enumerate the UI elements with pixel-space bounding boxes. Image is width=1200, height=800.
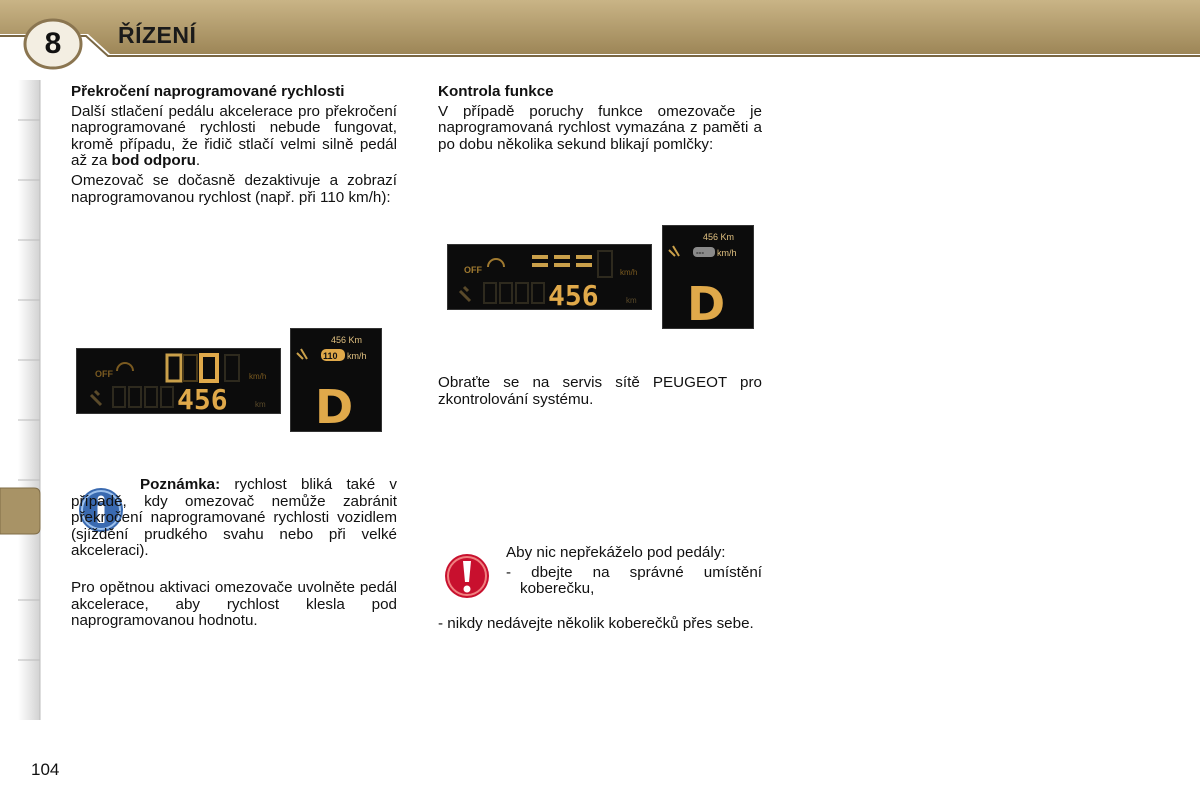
- blinking-dashes: [532, 255, 592, 267]
- bold-term: bod odporu: [111, 152, 196, 170]
- note-label: Poznámka:: [140, 476, 221, 493]
- warning-item-2: - nikdy nedávejte několik koberečků přes sebe.: [438, 615, 754, 632]
- odometer: 456 Km: [703, 232, 735, 242]
- limiter-icon: [669, 246, 679, 256]
- mini-display-left: [290, 328, 382, 432]
- mini-display-right: [662, 225, 754, 329]
- chapter-number: 8: [44, 27, 62, 60]
- svg-text:km/h: km/h: [717, 248, 737, 258]
- wrench-icon: [91, 391, 101, 405]
- warning-block-2: [438, 616, 762, 636]
- speedometer-icon: [488, 259, 504, 267]
- speed-digits: 456: [548, 279, 599, 309]
- chapter-header: [0, 0, 1200, 62]
- paragraph-reactivation: Pro opětnou aktivaci omezovače uvolněte pedál akcelerace, aby rychlost klesla pod naprogramovanou hodnotu.: [71, 579, 397, 630]
- active-chapter-tab[interactable]: [0, 488, 40, 534]
- gear-indicator: D: [687, 277, 726, 328]
- set-speed-digit-1: [167, 355, 181, 381]
- note-text-block: [71, 477, 397, 560]
- right-column: [438, 84, 762, 156]
- set-speed: ---: [696, 248, 704, 257]
- warning-intro: Aby nic nepřekáželo pod pedály:: [506, 544, 726, 561]
- paragraph-service: Obraťte se na servis sítě PEUGEOT pro zkontrolování systému.: [438, 374, 762, 408]
- warning-block: [506, 545, 762, 601]
- paragraph-deactivation: Omezovač se dočasně dezaktivuje a zobrazí naprogramovanou rychlost (např. při 110 km/h):: [71, 171, 397, 206]
- left-column: [71, 84, 397, 209]
- reactivation-block: [71, 580, 397, 633]
- speedometer-icon: [117, 363, 133, 371]
- speed-digits: 456: [177, 383, 228, 413]
- instrument-display-right: [447, 244, 652, 310]
- off-label: OFF: [464, 265, 482, 275]
- set-speed: 110: [323, 351, 338, 361]
- wrench-icon: [460, 287, 470, 301]
- chapter-tab-sidebar: [0, 80, 44, 720]
- kmh-unit: km/h: [249, 372, 267, 381]
- section-heading-function-check: Kontrola funkce: [438, 83, 554, 100]
- off-label: OFF: [95, 369, 113, 379]
- set-speed-digit-2: [201, 355, 217, 381]
- warning-item-1: - dbejte na správné umístění koberečku,: [506, 563, 762, 598]
- instrument-display-left: [76, 348, 281, 414]
- km-unit: km: [626, 296, 637, 305]
- odometer: 456 Km: [331, 335, 363, 345]
- section-heading-speed-exceed: Překročení naprogramované rychlosti: [71, 83, 345, 100]
- limiter-icon: [297, 349, 307, 359]
- svg-text:km/h: km/h: [347, 351, 367, 361]
- page-number: 104: [31, 760, 60, 779]
- gear-indicator: D: [315, 380, 354, 431]
- kmh-unit: km/h: [620, 268, 638, 277]
- chapter-title: ŘÍZENÍ: [118, 22, 197, 48]
- paragraph-malfunction: V případě poruchy funkce omezovače je naprogramovaná rychlost vymazána z paměti a po dobu několika sekund blikají pomlčky:: [438, 102, 762, 153]
- km-unit: km: [255, 400, 266, 409]
- service-block: [438, 375, 762, 411]
- note-text: rychlost bliká také v případě, kdy omezovač nemůže zabránit překročení naprogramované rychlosti vozidlem (sjíždění prudkého svahu nebo při velké akceleraci).: [71, 476, 397, 560]
- paragraph-accelerator: Další stlačení pedálu akcelerace pro překročení naprogramované rychlosti nebude fungovat, kromě případu, že řidič stlačí velmi silně pedál až za bod odporu.: [71, 102, 397, 170]
- warning-icon: [443, 552, 491, 600]
